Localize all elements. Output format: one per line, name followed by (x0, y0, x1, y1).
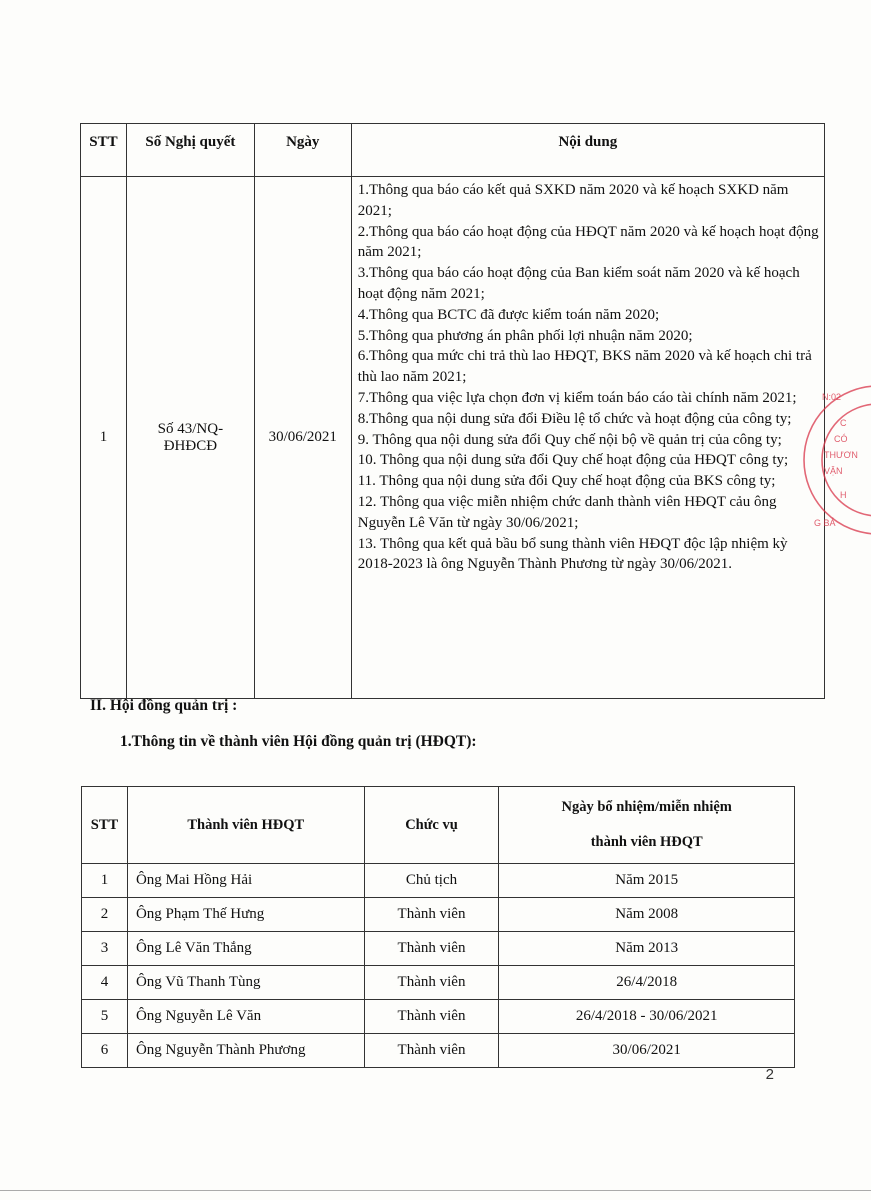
member-date: Năm 2015 (499, 864, 795, 898)
seal-text: H (840, 490, 847, 500)
member-stt: 2 (82, 898, 128, 932)
seal-text: VẬN (824, 466, 843, 476)
page-bottom-edge (0, 1190, 871, 1191)
member-name: Ông Phạm Thế Hưng (127, 898, 364, 932)
member-date: Năm 2013 (499, 932, 795, 966)
row-resolution-number (126, 177, 254, 699)
member-position: Thành viên (364, 966, 499, 1000)
content-item: 10. Thông qua nội dung sửa đổi Quy chế hoạt động của HĐQT công ty; (357, 452, 789, 469)
member-stt: 1 (82, 864, 128, 898)
seal-text: G BẢ (814, 518, 836, 528)
resolutions-table (80, 123, 825, 699)
content-item: 13. Thông qua kết quả bầu bổ sung thành viên HĐQT độc lập nhiệm kỳ 2018-2023 là ông Nguyễn Thành Phương từ ngày 30/06/2021. (357, 535, 788, 573)
header-member: Thành viên HĐQT (127, 787, 364, 864)
seal-text: CÓ (834, 434, 848, 444)
content-item: 5.Thông qua phương án phân phối lợi nhuận năm 2020; (357, 327, 693, 344)
members-header-row (82, 787, 795, 864)
member-position: Thành viên (364, 898, 499, 932)
seal-text: C (840, 418, 847, 428)
table-row (82, 966, 795, 1000)
seal-text: THƯƠN (824, 450, 858, 460)
member-name: Ông Mai Hồng Hải (127, 864, 364, 898)
header-position: Chức vụ (364, 787, 499, 864)
header-stt: STT (82, 787, 128, 864)
member-name: Ông Lê Văn Thắng (127, 932, 364, 966)
member-stt: 5 (82, 1000, 128, 1034)
content-item: 11. Thông qua nội dung sửa đổi Quy chế hoạt động của BKS công ty; (357, 473, 776, 490)
content-item: 4.Thông qua BCTC đã được kiểm toán năm 2020; (357, 306, 660, 323)
table-row (82, 1000, 795, 1034)
subsection-heading: 1.Thông tin về thành viên Hội đồng quản trị (HĐQT): (120, 733, 477, 750)
content-item: 1.Thông qua báo cáo kết quả SXKD năm 2020 và kế hoạch SXKD năm 2021; (357, 182, 789, 219)
content-item: 8.Thông qua nội dung sửa đổi Điều lệ tổ chức và hoạt động của công ty; (357, 410, 792, 427)
member-date: Năm 2008 (499, 898, 795, 932)
row-content (351, 177, 824, 699)
table-row (81, 177, 825, 699)
content-item: 3.Thông qua báo cáo hoạt động của Ban kiểm soát năm 2020 và kế hoạch hoạt động năm 2021; (357, 265, 800, 302)
member-date: 26/4/2018 - 30/06/2021 (499, 1000, 795, 1034)
member-position: Chủ tịch (364, 864, 499, 898)
header-content: Nội dung (351, 124, 824, 177)
header-date-line1: Ngày bổ nhiệm/miễn nhiệm (561, 799, 732, 815)
header-date-line2: thành viên HĐQT (590, 834, 703, 850)
resolution-number-line1: Số 43/NQ- (157, 420, 224, 437)
table-row (82, 1034, 795, 1068)
resolution-number-line2: ĐHĐCĐ (163, 437, 218, 454)
member-date: 30/06/2021 (499, 1034, 795, 1068)
member-position: Thành viên (364, 1000, 499, 1034)
seal-rings (804, 386, 871, 534)
content-item: 7.Thông qua việc lựa chọn đơn vị kiểm toán báo cáo tài chính năm 2021; (357, 389, 797, 406)
header-stt: STT (81, 124, 127, 177)
member-stt: 6 (82, 1034, 128, 1068)
seal-text: N:02 (822, 392, 842, 402)
content-item: 6.Thông qua mức chi trả thù lao HĐQT, BKS năm 2020 và kế hoạch chi trả thù lao năm 2021; (357, 348, 812, 386)
section-heading: II. Hội đồng quản trị : (90, 697, 238, 714)
table-row (82, 864, 795, 898)
member-name: Ông Nguyễn Thành Phương (127, 1034, 364, 1068)
members-table (81, 786, 795, 1068)
content-item: 9. Thông qua nội dung sửa đổi Quy chế nội bộ về quản trị của công ty; (357, 431, 782, 448)
row-date: 30/06/2021 (254, 177, 351, 699)
header-appointment-date (499, 787, 795, 864)
member-position: Thành viên (364, 932, 499, 966)
header-date: Ngày (254, 124, 351, 177)
header-resolution-number: Số Nghị quyết (126, 124, 254, 177)
member-stt: 4 (82, 966, 128, 1000)
resolutions-header-row (81, 124, 825, 177)
member-date: 26/4/2018 (499, 966, 795, 1000)
member-name: Ông Nguyễn Lê Văn (127, 1000, 364, 1034)
content-item: 12. Thông qua việc miễn nhiệm chức danh thành viên HĐQT cảu ông Nguyễn Lê Văn từ ngày 30/06/2021; (357, 493, 777, 531)
member-position: Thành viên (364, 1034, 499, 1068)
page-number: 2 (765, 1066, 774, 1083)
company-seal-stamp (800, 380, 871, 540)
member-stt: 3 (82, 932, 128, 966)
content-item: 2.Thông qua báo cáo hoạt động của HĐQT năm 2020 và kế hoạch hoạt động năm 2021; (357, 223, 819, 261)
table-row (82, 898, 795, 932)
member-name: Ông Vũ Thanh Tùng (127, 966, 364, 1000)
table-row (82, 932, 795, 966)
row-stt: 1 (81, 177, 127, 699)
